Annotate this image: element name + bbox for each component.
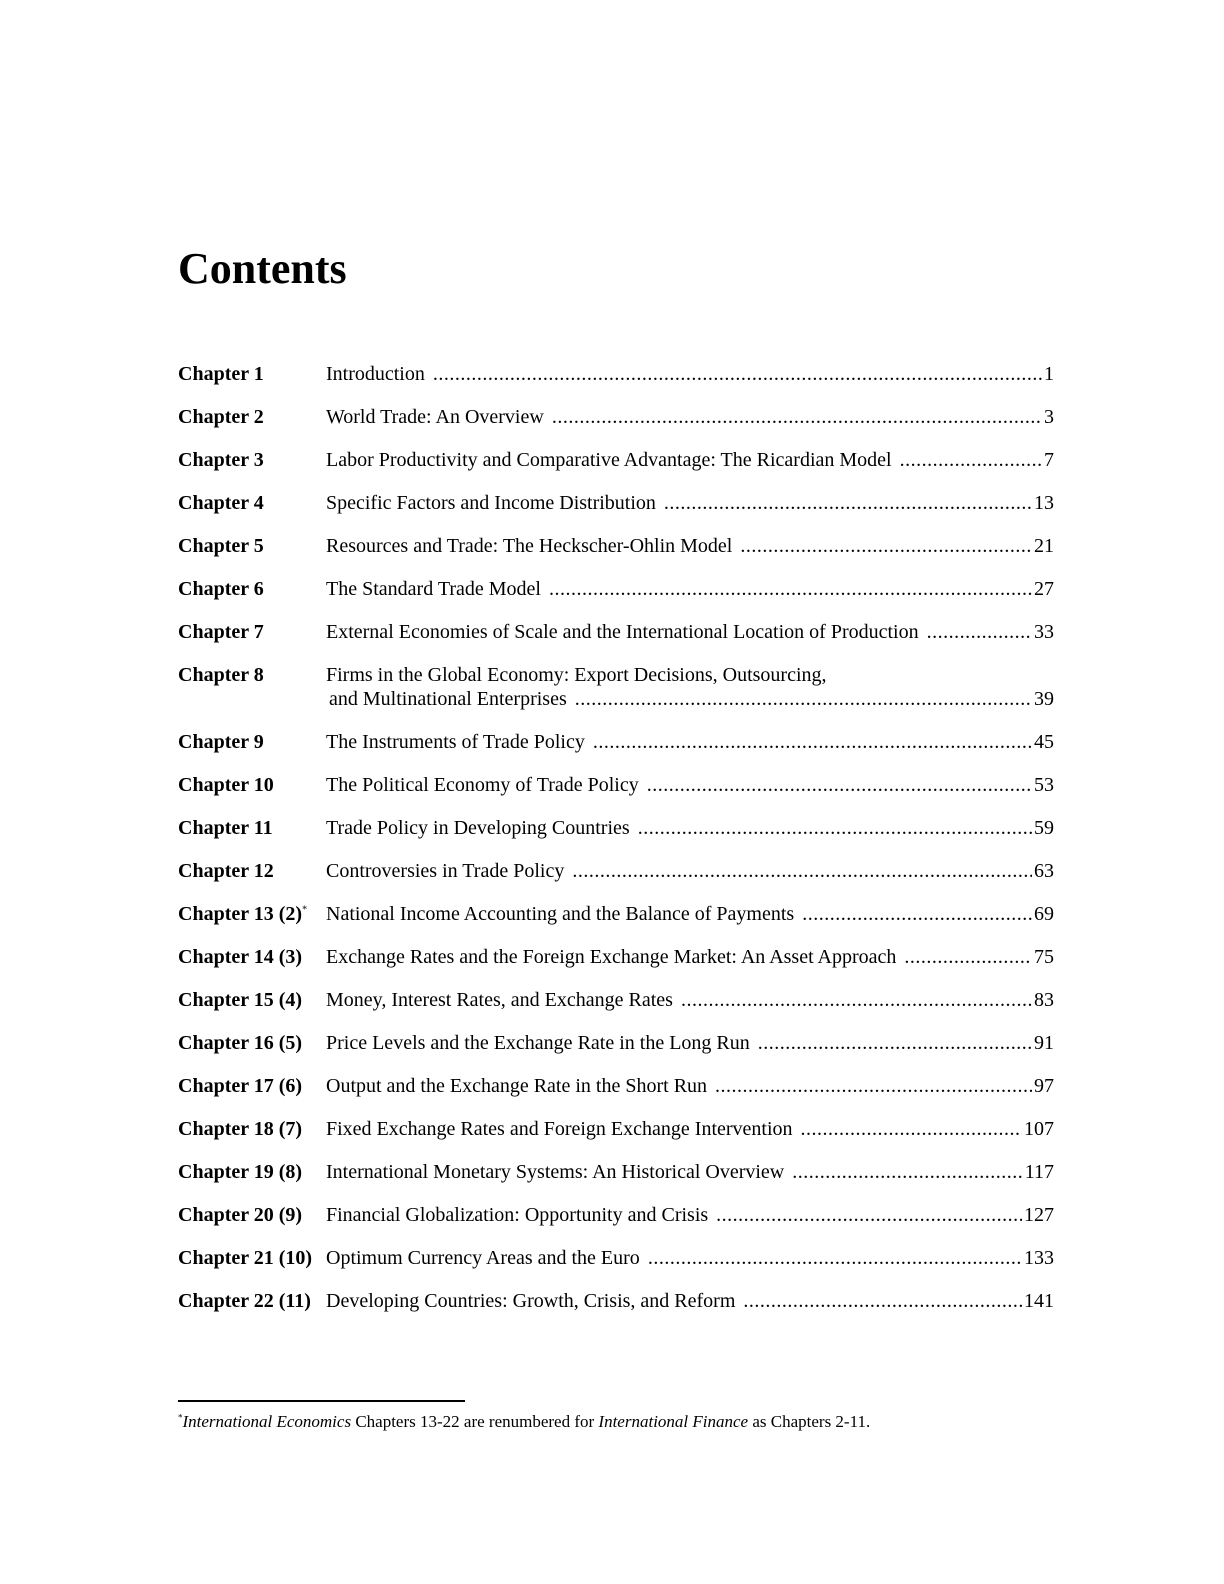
toc-entry[interactable] bbox=[178, 1289, 1054, 1313]
dot-leader bbox=[802, 902, 1032, 926]
chapter-title: Output and the Exchange Rate in the Short Run bbox=[326, 1075, 708, 1097]
page-number: 97 bbox=[1034, 1075, 1054, 1097]
chapter-title: Money, Interest Rates, and Exchange Rates bbox=[326, 989, 673, 1011]
footnote-marker: * bbox=[302, 904, 308, 916]
toc-entry[interactable] bbox=[178, 816, 1054, 840]
chapter-label: Chapter 17 (6) bbox=[178, 1075, 303, 1097]
page-number: 21 bbox=[1034, 535, 1054, 557]
chapter-label: Chapter 20 (9) bbox=[178, 1204, 303, 1226]
toc-entry[interactable] bbox=[178, 1160, 1054, 1184]
dot-leader bbox=[715, 1074, 1032, 1098]
book-title: International Economics bbox=[182, 1412, 352, 1431]
toc-entry[interactable] bbox=[178, 1031, 1054, 1055]
chapter-title: and Multinational Enterprises bbox=[329, 688, 567, 710]
chapter-label: Chapter 18 (7) bbox=[178, 1118, 303, 1140]
toc-entry[interactable] bbox=[178, 902, 1054, 926]
toc-entry[interactable] bbox=[178, 1203, 1054, 1227]
page-number: 63 bbox=[1034, 860, 1054, 882]
chapter-title: The Instruments of Trade Policy bbox=[326, 731, 585, 753]
chapter-title: External Economies of Scale and the International Location of Production bbox=[326, 621, 919, 643]
toc-entry[interactable] bbox=[178, 859, 1054, 883]
dot-leader bbox=[792, 1160, 1023, 1184]
dot-leader bbox=[648, 1246, 1022, 1270]
chapter-label bbox=[178, 902, 326, 926]
page-number: 75 bbox=[1034, 946, 1054, 968]
toc-entry[interactable] bbox=[178, 730, 1054, 754]
chapter-title: Trade Policy in Developing Countries bbox=[326, 817, 630, 839]
dot-leader bbox=[681, 988, 1032, 1012]
chapter-title: Optimum Currency Areas and the Euro bbox=[326, 1247, 640, 1269]
toc-entry[interactable] bbox=[178, 1074, 1054, 1098]
toc-entry[interactable] bbox=[178, 663, 1054, 711]
footnote-rule bbox=[178, 1400, 465, 1402]
toc-entry[interactable] bbox=[178, 988, 1054, 1012]
chapter-label: Chapter 8 bbox=[178, 664, 264, 686]
page-number: 133 bbox=[1024, 1247, 1054, 1269]
dot-leader bbox=[758, 1031, 1032, 1055]
page-number: 53 bbox=[1034, 774, 1054, 796]
toc-entry[interactable] bbox=[178, 620, 1054, 644]
page-number: 83 bbox=[1034, 989, 1054, 1011]
page-number: 141 bbox=[1024, 1290, 1054, 1312]
dot-leader bbox=[900, 448, 1042, 472]
toc-entry[interactable] bbox=[178, 491, 1054, 515]
chapter-label: Chapter 19 (8) bbox=[178, 1161, 303, 1183]
page-title: Contents bbox=[178, 244, 347, 293]
chapter-title: Exchange Rates and the Foreign Exchange Market: An Asset Approach bbox=[326, 946, 897, 968]
chapter-title: Resources and Trade: The Heckscher-Ohlin Model bbox=[326, 535, 733, 557]
chapter-label: Chapter 7 bbox=[178, 621, 264, 643]
toc-entry[interactable] bbox=[178, 945, 1054, 969]
toc-entry[interactable] bbox=[178, 448, 1054, 472]
page-number: 45 bbox=[1034, 731, 1054, 753]
page-number: 1 bbox=[1044, 363, 1054, 385]
chapter-title: The Standard Trade Model bbox=[326, 578, 541, 600]
dot-leader bbox=[664, 491, 1032, 515]
page-number: 7 bbox=[1044, 449, 1054, 471]
toc-entry[interactable] bbox=[178, 773, 1054, 797]
dot-leader bbox=[572, 859, 1032, 883]
dot-leader bbox=[716, 1203, 1022, 1227]
dot-leader bbox=[433, 362, 1042, 386]
chapter-title: World Trade: An Overview bbox=[326, 406, 544, 428]
chapter-label: Chapter 22 (11) bbox=[178, 1290, 311, 1312]
book-title: International Finance bbox=[598, 1412, 749, 1431]
chapter-title: National Income Accounting and the Balance of Payments bbox=[326, 903, 795, 925]
toc-entry[interactable] bbox=[178, 1246, 1054, 1270]
chapter-label: Chapter 12 bbox=[178, 860, 274, 882]
chapter-title: Specific Factors and Income Distribution bbox=[326, 492, 656, 514]
dot-leader bbox=[904, 945, 1032, 969]
page-number: 69 bbox=[1034, 903, 1054, 925]
page-number: 59 bbox=[1034, 817, 1054, 839]
footnote-text: Chapters 13-22 are renumbered for bbox=[351, 1412, 599, 1431]
footnote-text: as Chapters 2-11. bbox=[748, 1412, 871, 1431]
chapter-title: Controversies in Trade Policy bbox=[326, 860, 565, 882]
chapter-title: The Political Economy of Trade Policy bbox=[326, 774, 639, 796]
chapter-label: Chapter 6 bbox=[178, 578, 264, 600]
page-number: 107 bbox=[1024, 1118, 1054, 1140]
page-number: 117 bbox=[1024, 1161, 1054, 1183]
dot-leader bbox=[740, 534, 1032, 558]
page-number: 3 bbox=[1044, 406, 1054, 428]
dot-leader bbox=[549, 577, 1032, 601]
chapter-title: Price Levels and the Exchange Rate in the Long Run bbox=[326, 1032, 750, 1054]
chapter-label: Chapter 15 (4) bbox=[178, 989, 303, 1011]
chapter-label: Chapter 4 bbox=[178, 492, 264, 514]
toc-entry[interactable] bbox=[178, 534, 1054, 558]
chapter-title: Labor Productivity and Comparative Advantage: The Ricardian Model bbox=[326, 449, 892, 471]
chapter-label-text: Chapter 13 (2) bbox=[178, 903, 303, 925]
toc-entry[interactable] bbox=[178, 405, 1054, 429]
footnote bbox=[178, 1410, 870, 1434]
page-number: 91 bbox=[1034, 1032, 1054, 1054]
dot-leader bbox=[552, 405, 1042, 429]
chapter-label: Chapter 9 bbox=[178, 731, 264, 753]
dot-leader bbox=[927, 620, 1032, 644]
dot-leader bbox=[647, 773, 1032, 797]
chapter-title: International Monetary Systems: An Historical Overview bbox=[326, 1161, 785, 1183]
toc-entry[interactable] bbox=[178, 577, 1054, 601]
chapter-label: Chapter 16 (5) bbox=[178, 1032, 303, 1054]
table-of-contents bbox=[178, 362, 1054, 1332]
chapter-title: Developing Countries: Growth, Crisis, and Reform bbox=[326, 1290, 736, 1312]
chapter-label: Chapter 3 bbox=[178, 449, 264, 471]
toc-entry[interactable] bbox=[178, 1117, 1054, 1141]
chapter-title: Financial Globalization: Opportunity and Crisis bbox=[326, 1204, 709, 1226]
page-number: 33 bbox=[1034, 621, 1054, 643]
chapter-label: Chapter 5 bbox=[178, 535, 264, 557]
dot-leader bbox=[801, 1117, 1022, 1141]
chapter-title: Fixed Exchange Rates and Foreign Exchange Intervention bbox=[326, 1118, 793, 1140]
dot-leader bbox=[743, 1289, 1022, 1313]
page-number: 13 bbox=[1034, 492, 1054, 514]
chapter-title: Introduction bbox=[326, 363, 425, 385]
dot-leader bbox=[593, 730, 1032, 754]
dot-leader bbox=[575, 687, 1032, 711]
page-number: 39 bbox=[1034, 688, 1054, 710]
chapter-label: Chapter 10 bbox=[178, 774, 274, 796]
dot-leader bbox=[638, 816, 1032, 840]
chapter-label: Chapter 21 (10) bbox=[178, 1247, 313, 1269]
chapter-label: Chapter 2 bbox=[178, 406, 264, 428]
chapter-label: Chapter 11 bbox=[178, 817, 273, 839]
page-number: 127 bbox=[1024, 1204, 1054, 1226]
toc-entry[interactable] bbox=[178, 362, 1054, 386]
footnote-marker: * bbox=[178, 1412, 183, 1423]
page-number: 27 bbox=[1034, 578, 1054, 600]
chapter-title-line1: Firms in the Global Economy: Export Decisions, Outsourcing, bbox=[326, 664, 827, 686]
chapter-label: Chapter 14 (3) bbox=[178, 946, 303, 968]
chapter-label: Chapter 1 bbox=[178, 363, 264, 385]
